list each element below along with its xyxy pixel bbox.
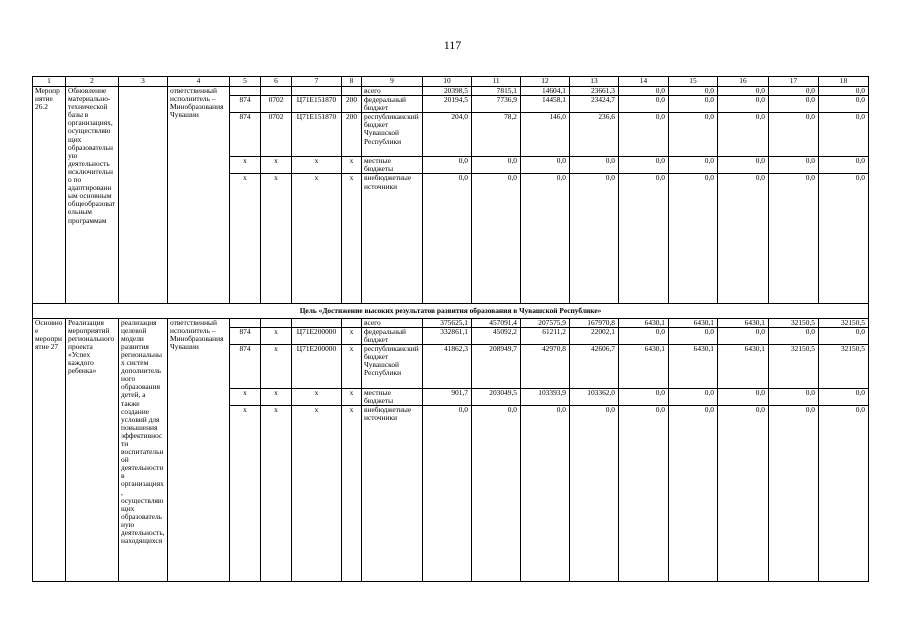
funding-source: всего xyxy=(362,87,423,96)
value-cell: 0,0 xyxy=(669,327,718,344)
value-cell: 7815,1 xyxy=(472,87,521,96)
value-cell: 78,2 xyxy=(472,113,521,157)
value-cell: 20398,5 xyxy=(423,87,472,96)
page-number: 117 xyxy=(443,38,462,52)
cell-c1: Мероприятие 26.2 xyxy=(33,87,66,304)
cell-c5: 874 xyxy=(230,113,261,157)
value-cell: 0,0 xyxy=(570,157,619,174)
value-cell: 0,0 xyxy=(718,327,769,344)
cell-c7: x xyxy=(292,174,342,304)
column-header-12: 12 xyxy=(521,77,570,87)
cell-c6: 0702 xyxy=(261,96,292,113)
value-cell: 0,0 xyxy=(718,87,769,96)
value-cell: 375625,1 xyxy=(423,318,472,327)
value-cell: 0,0 xyxy=(669,87,718,96)
value-cell: 0,0 xyxy=(423,174,472,304)
column-header-1: 1 xyxy=(33,77,66,87)
value-cell: 32150,5 xyxy=(769,318,819,327)
value-cell: 0,0 xyxy=(669,406,718,582)
value-cell: 41862,3 xyxy=(423,344,472,388)
column-header-17: 17 xyxy=(769,77,819,87)
column-header-8: 8 xyxy=(342,77,362,87)
value-cell: 0,0 xyxy=(819,157,869,174)
column-header-4: 4 xyxy=(168,77,230,87)
cell-c8 xyxy=(342,318,362,327)
value-cell: 0,0 xyxy=(619,327,669,344)
value-cell: 32150,5 xyxy=(769,344,819,388)
value-cell: 207575,9 xyxy=(521,318,570,327)
column-header-11: 11 xyxy=(472,77,521,87)
cell-c5: x xyxy=(230,406,261,582)
value-cell: 0,0 xyxy=(472,406,521,582)
cell-c7: Ц71Е200000 xyxy=(292,327,342,344)
cell-c5 xyxy=(230,87,261,96)
cell-c4: ответственный исполнитель – Минобразования Чувашии xyxy=(168,318,230,581)
cell-c8: x xyxy=(342,344,362,388)
value-cell: 23661,3 xyxy=(570,87,619,96)
cell-c7 xyxy=(292,318,342,327)
value-cell: 0,0 xyxy=(769,174,819,304)
value-cell: 0,0 xyxy=(769,87,819,96)
value-cell: 0,0 xyxy=(619,388,669,405)
value-cell: 0,0 xyxy=(619,174,669,304)
value-cell: 6430,1 xyxy=(619,344,669,388)
column-header-18: 18 xyxy=(819,77,869,87)
value-cell: 0,0 xyxy=(619,87,669,96)
cell-c5 xyxy=(230,318,261,327)
value-cell: 23424,7 xyxy=(570,96,619,113)
cell-c6 xyxy=(261,87,292,96)
cell-c6 xyxy=(261,318,292,327)
value-cell: 14458,1 xyxy=(521,96,570,113)
funding-source: федеральный бюджет xyxy=(362,327,423,344)
header-row xyxy=(33,77,869,87)
value-cell: 6430,1 xyxy=(619,318,669,327)
cell-c7: Ц71Е151870 xyxy=(292,96,342,113)
column-header-3: 3 xyxy=(119,77,168,87)
value-cell: 0,0 xyxy=(819,96,869,113)
value-cell: 42970,8 xyxy=(521,344,570,388)
value-cell: 0,0 xyxy=(718,113,769,157)
cell-c8 xyxy=(342,87,362,96)
goal-heading: Цель «Достижение высоких результатов развития образования в Чувашской Республике» xyxy=(33,304,869,318)
table-row xyxy=(33,87,869,96)
value-cell: 0,0 xyxy=(819,327,869,344)
cell-c2: Обновление материально-технической базы в организациях, осуществляющих образовательную деятельность исключительно по адаптированным основным общеобразовательным программам xyxy=(66,87,119,304)
value-cell: 22002,1 xyxy=(570,327,619,344)
value-cell: 0,0 xyxy=(472,174,521,304)
value-cell: 0,0 xyxy=(769,327,819,344)
funding-source: местные бюджеты xyxy=(362,157,423,174)
value-cell: 457091,4 xyxy=(472,318,521,327)
budget-table xyxy=(32,76,869,582)
cell-c8: x xyxy=(342,174,362,304)
value-cell: 167970,8 xyxy=(570,318,619,327)
value-cell: 0,0 xyxy=(619,406,669,582)
value-cell: 6430,1 xyxy=(669,318,718,327)
value-cell: 0,0 xyxy=(718,96,769,113)
value-cell: 0,0 xyxy=(521,406,570,582)
funding-source: местные бюджеты xyxy=(362,388,423,405)
funding-source: внебюджетные источники xyxy=(362,174,423,304)
value-cell: 0,0 xyxy=(669,157,718,174)
goal-row xyxy=(33,304,869,318)
value-cell: 236,6 xyxy=(570,113,619,157)
value-cell: 204,0 xyxy=(423,113,472,157)
cell-c8: x xyxy=(342,327,362,344)
table-row xyxy=(33,318,869,327)
column-header-2: 2 xyxy=(66,77,119,87)
funding-source: республиканский бюджет Чувашской Республики xyxy=(362,113,423,157)
value-cell: 6430,1 xyxy=(718,318,769,327)
cell-c6: x xyxy=(261,388,292,405)
value-cell: 0,0 xyxy=(769,157,819,174)
column-header-16: 16 xyxy=(718,77,769,87)
value-cell: 0,0 xyxy=(619,157,669,174)
value-cell: 0,0 xyxy=(521,174,570,304)
cell-c6: x xyxy=(261,174,292,304)
cell-c7: x xyxy=(292,388,342,405)
value-cell: 0,0 xyxy=(718,174,769,304)
column-header-9: 9 xyxy=(362,77,423,87)
cell-c6: x xyxy=(261,157,292,174)
cell-c7: Ц71Е151870 xyxy=(292,113,342,157)
value-cell: 0,0 xyxy=(819,174,869,304)
cell-c7: x xyxy=(292,157,342,174)
cell-c5: 874 xyxy=(230,96,261,113)
value-cell: 61211,2 xyxy=(521,327,570,344)
cell-c1: Основное мероприятие 27 xyxy=(33,318,66,581)
value-cell: 0,0 xyxy=(819,87,869,96)
value-cell: 42606,7 xyxy=(570,344,619,388)
cell-c4: ответственный исполнитель – Минобразования Чувашии xyxy=(168,87,230,304)
value-cell: 0,0 xyxy=(669,174,718,304)
value-cell: 0,0 xyxy=(570,174,619,304)
value-cell: 32150,5 xyxy=(819,318,869,327)
value-cell: 32150,5 xyxy=(819,344,869,388)
value-cell: 7736,9 xyxy=(472,96,521,113)
funding-source: республиканский бюджет Чувашской Республики xyxy=(362,344,423,388)
value-cell: 203049,5 xyxy=(472,388,521,405)
value-cell: 0,0 xyxy=(570,406,619,582)
value-cell: 901,7 xyxy=(423,388,472,405)
value-cell: 0,0 xyxy=(669,96,718,113)
value-cell: 0,0 xyxy=(619,113,669,157)
cell-c5: 874 xyxy=(230,344,261,388)
value-cell: 103393,9 xyxy=(521,388,570,405)
cell-c3: реализация целевой модели развития региональных систем дополнительного образования детей, а также создание условий для повышения эффективности воспитательной деятельности в организациях, осуществляющих образовательную деятельность, находящихся xyxy=(119,318,168,581)
value-cell: 0,0 xyxy=(718,157,769,174)
cell-c3 xyxy=(119,87,168,304)
cell-c6: 0702 xyxy=(261,113,292,157)
value-cell: 103362,0 xyxy=(570,388,619,405)
value-cell: 208949,7 xyxy=(472,344,521,388)
column-header-15: 15 xyxy=(669,77,718,87)
value-cell: 20194,5 xyxy=(423,96,472,113)
cell-c8: x xyxy=(342,157,362,174)
value-cell: 0,0 xyxy=(472,157,521,174)
value-cell: 0,0 xyxy=(769,388,819,405)
value-cell: 0,0 xyxy=(521,157,570,174)
cell-c8: x xyxy=(342,388,362,405)
cell-c7 xyxy=(292,87,342,96)
cell-c6: x xyxy=(261,406,292,582)
column-header-14: 14 xyxy=(619,77,669,87)
table-body xyxy=(33,77,869,582)
cell-c7: x xyxy=(292,406,342,582)
value-cell: 0,0 xyxy=(718,388,769,405)
value-cell: 0,0 xyxy=(619,96,669,113)
cell-c5: 874 xyxy=(230,327,261,344)
column-header-10: 10 xyxy=(423,77,472,87)
column-header-5: 5 xyxy=(230,77,261,87)
cell-c7: Ц71Е200000 xyxy=(292,344,342,388)
value-cell: 0,0 xyxy=(423,157,472,174)
cell-c8: 200 xyxy=(342,96,362,113)
cell-c6: x xyxy=(261,344,292,388)
value-cell: 0,0 xyxy=(769,96,819,113)
funding-source: всего xyxy=(362,318,423,327)
value-cell: 0,0 xyxy=(669,113,718,157)
column-header-7: 7 xyxy=(292,77,342,87)
value-cell: 0,0 xyxy=(423,406,472,582)
value-cell: 332861,1 xyxy=(423,327,472,344)
value-cell: 0,0 xyxy=(819,406,869,582)
value-cell: 0,0 xyxy=(718,406,769,582)
cell-c5: x xyxy=(230,174,261,304)
cell-c5: x xyxy=(230,157,261,174)
cell-c2: Реализация мероприятий регионального проекта «Успех каждого ребенка» xyxy=(66,318,119,581)
value-cell: 146,0 xyxy=(521,113,570,157)
value-cell: 0,0 xyxy=(769,406,819,582)
cell-c8: x xyxy=(342,406,362,582)
funding-source: внебюджетные источники xyxy=(362,406,423,582)
value-cell: 0,0 xyxy=(819,388,869,405)
cell-c8: 200 xyxy=(342,113,362,157)
value-cell: 14604,1 xyxy=(521,87,570,96)
cell-c6: x xyxy=(261,327,292,344)
column-header-13: 13 xyxy=(570,77,619,87)
value-cell: 0,0 xyxy=(669,388,718,405)
value-cell: 45092,2 xyxy=(472,327,521,344)
value-cell: 6430,1 xyxy=(718,344,769,388)
column-header-6: 6 xyxy=(261,77,292,87)
value-cell: 0,0 xyxy=(819,113,869,157)
value-cell: 6430,1 xyxy=(669,344,718,388)
cell-c5: x xyxy=(230,388,261,405)
funding-source: федеральный бюджет xyxy=(362,96,423,113)
value-cell: 0,0 xyxy=(769,113,819,157)
